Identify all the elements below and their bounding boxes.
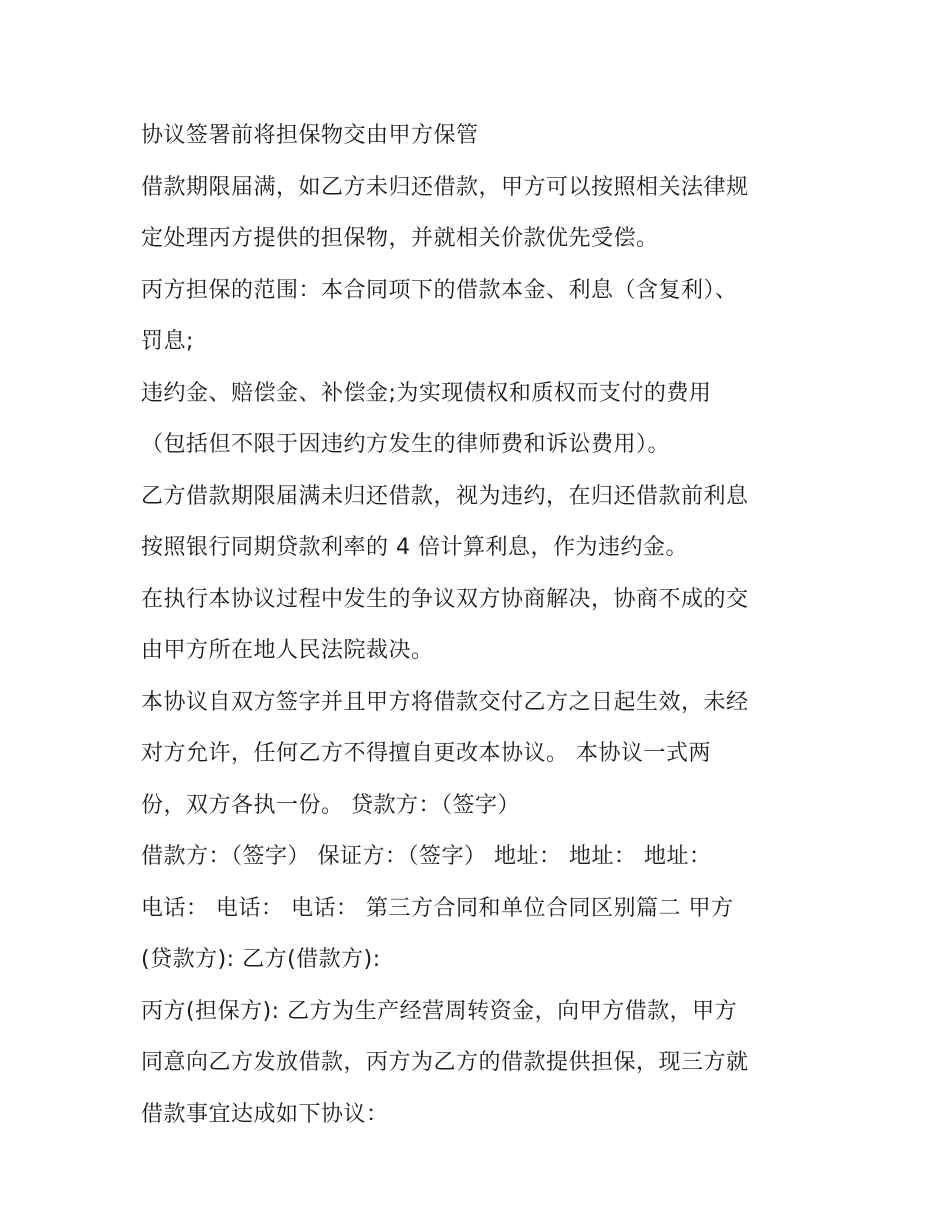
text-line: 丙方(担保方): 乙方为生产经营周转资金，向甲方借款，甲方: [141, 998, 738, 1024]
text-line: 乙方借款期限届满未归还借款，视为违约，在归还借款前利息: [141, 483, 749, 509]
text-line: 电话： 电话： 电话： 第三方合同和单位合同区别篇二 甲方: [141, 895, 734, 921]
text-line: (贷款方): 乙方(借款方):: [141, 947, 381, 972]
text-line: 罚息;: [141, 329, 194, 354]
text-line: 在执行本协议过程中发生的争议双方协商解决，协商不成的交: [141, 586, 749, 612]
text-line: 对方允许，任何乙方不得擅自更改本协议。 本协议一式两: [141, 741, 711, 766]
text-line: 份，双方各执一份。 贷款方：（签字）: [141, 792, 520, 818]
text-line: 按照银行同期贷款利率的 4 倍计算利息，作为违约金。: [141, 535, 688, 560]
text-line: 本协议自双方签字并且甲方将借款交付乙方之日起生效，未经: [141, 689, 749, 715]
text-line: 丙方担保的范围：本合同项下的借款本金、利息（含复利）、: [141, 277, 738, 303]
text-line: 借款期限届满，如乙方未归还借款，甲方可以按照相关法律规: [141, 174, 749, 200]
document-body: [141, 110, 821, 1140]
text-line: （包括但不限于因违约方发生的律师费和诉讼费用）。: [141, 432, 671, 457]
text-line: 协议签署前将担保物交由甲方保管: [141, 123, 479, 148]
text-line: 借款事宜达成如下协议：: [141, 1101, 389, 1127]
text-line: 定处理丙方提供的担保物，并就相关价款优先受偿。: [141, 226, 659, 251]
text-line: 违约金、赔偿金、补偿金;为实现债权和质权而支付的费用: [141, 380, 712, 406]
text-line: 借款方：（签字） 保证方：（签字） 地址： 地址： 地址：: [141, 844, 712, 869]
text-line: 同意向乙方发放借款，丙方为乙方的借款提供担保，现三方就: [141, 1050, 749, 1075]
text-line: 由甲方所在地人民法院裁决。: [141, 638, 434, 663]
